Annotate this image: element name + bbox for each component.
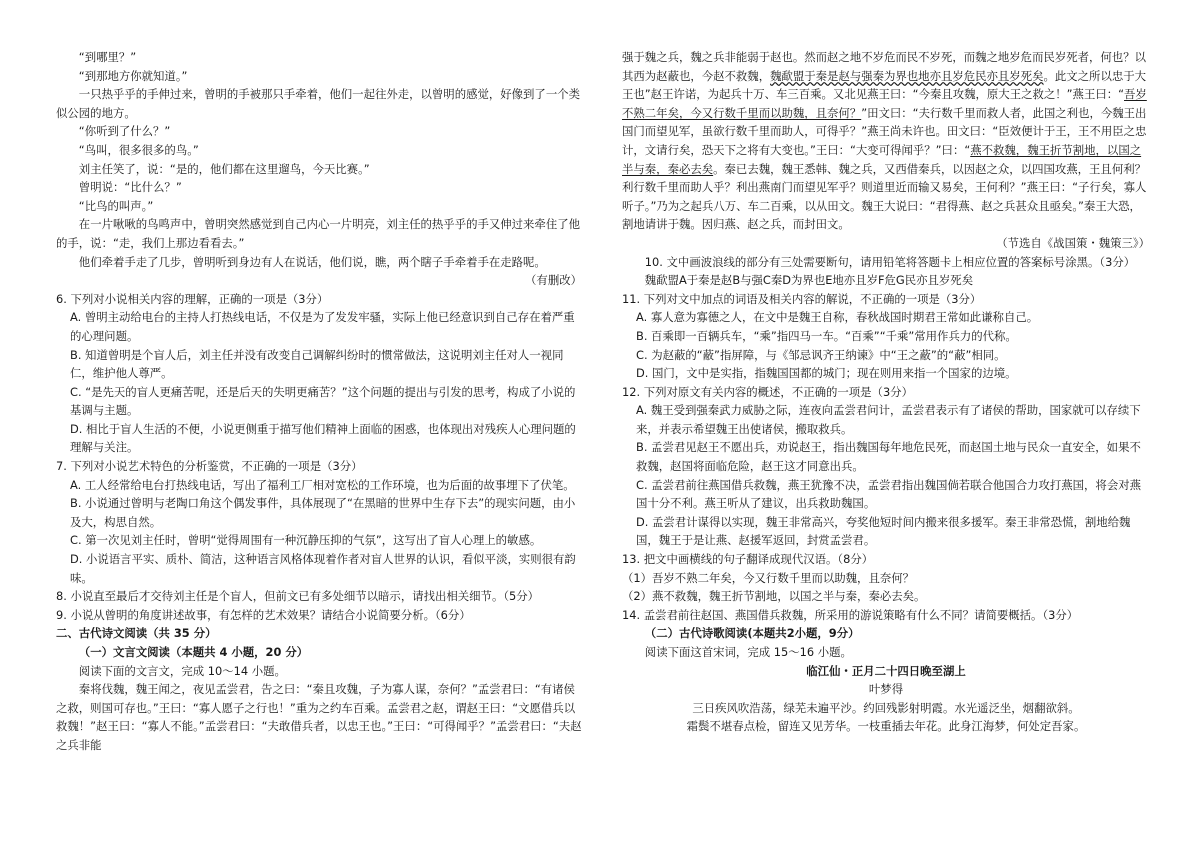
option-d: D. 小说语言平实、质朴、简洁，这种语言风格体现着作者对盲人世界的认识，看似平淡，实则很有韵味。 (70, 552, 576, 585)
question-10-line: 魏歃盟A于秦是赵B与强C秦D为界也E地亦且岁F危G民亦且岁死矣 (644, 273, 974, 288)
classical-text: 秦将伐魏，魏王闻之，夜见孟尝君，告之曰：“秦且攻魏，子为寡人谋，奈何？”孟尝君曰：“有诸侯之救，则国可存也。”王曰：“寡人愿子之行也！”重为之约车百乘。孟尝君之赵，谓赵王曰：“文愿借兵以救魏！”赵王曰：“寡人不能。”孟尝君曰：“夫敢借兵者，以忠王也。”王曰：“可得闻乎？”孟尝君曰：“夫赵之兵非能 (56, 682, 582, 752)
option-a: A. 寡人意为寡德之人，在文中是魏王自称，春秋战国时期君王常如此谦称自己。 (636, 310, 1039, 325)
option-b: B. 百乘即一百辆兵车，“乘”指四马一车。“百乘”“千乘”常用作兵力的代称。 (636, 328, 1017, 343)
story-source: （有删改） (525, 273, 582, 288)
text-run: ”田文曰：“夫行数千里而救人者，此国之利也，今魏王出国门而望见军，虽欲行数千里而助人，可得乎？”燕王尚未许也。田文曰：“臣效便计于王，王不用臣之忠计，文请行矣，恐天下之将有大变也。”王曰：“大变可得闻乎？”曰：“ (622, 105, 1147, 157)
question-13 (622, 550, 1150, 606)
story-paragraph: 刘主任笑了，说：“是的，他们都在这里遛鸟，今天比赛。” (78, 161, 370, 176)
underlined-text: 燕不救魏，魏王折节割地，以国之半与秦，秦必去矣 (622, 142, 1142, 176)
poem-title: 临江仙・正月二十四日晚至湖上 (806, 663, 966, 678)
option-d: D. 孟尝君计谋得以实现，魏王非常高兴，夸奖他短时间内搬来很多援军。秦王非常恐慌，割地给魏国，魏王于是让燕、赵援军返回，封赏孟尝君。 (636, 514, 1131, 548)
question-11 (622, 290, 1150, 383)
right-column (622, 48, 1150, 736)
question-14: 14. 孟尝君前往赵国、燕国借兵救魏，所采用的游说策略有什么不同？请简要概括。（3分） (622, 607, 1079, 622)
question-stem: 13. 把文中画横线的句子翻译成现代汉语。（8分） (622, 552, 874, 567)
question-6 (56, 290, 582, 457)
question-stem: 12. 下列对原文有关内容的概述，不正确的一项是（3分） (622, 384, 913, 399)
question-10: 10. 文中画波浪线的部分有三处需要断句，请用铅笔将答题卡上相应位置的答案标号涂黑。（3分） (644, 254, 1136, 269)
option-a: A. 曾明主动给电台的主持人打热线电话，不仅是为了发发牢骚，实际上他已经意识到自己存在着严重的心理问题。 (70, 310, 575, 343)
question-stem: 11. 下列对文中加点的词语及相关内容的解说，不正确的一项是（3分） (622, 291, 982, 306)
story-paragraph: 他们牵着手走了几步，曾明听到身边有人在说话，他们说，瞧，两个瞎子手牵着手在走路呢。 (78, 254, 546, 269)
question-stem: 6. 下列对小说相关内容的理解，正确的一项是（3分） (56, 291, 329, 306)
option-c: C. 为赵蔽的“蔽”指屏障，与《邹忌讽齐王纳谏》中“王之蔽”的“蔽”相同。 (636, 347, 1006, 362)
option-a: A. 工人经常给电台打热线电话，写出了福利工厂相对宽松的工作环境，也为后面的故事埋下了伏笔。 (70, 477, 575, 492)
instruction: 阅读下面的文言文，完成 10～14 小题。 (78, 663, 286, 678)
story-text (56, 48, 582, 290)
text-run: 。此文之所以忠于大王也”赵王许诺，为起兵十万、车三百乘。又北见燕王曰：“今秦且攻魏，原大王之救之！”燕王曰：“ (622, 68, 1147, 102)
question-8: 8. 小说直至最后才交待刘主任是个盲人，但前文已有多处细节以暗示，请找出相关细节。（5分） (56, 589, 540, 604)
poem-author: 叶梦得 (868, 682, 904, 697)
option-b: B. 小说通过曾明与老陶口角这个偶发事件，具体展现了“在黑暗的世界中生存下去”的现实问题，由小及大，构思自然。 (70, 496, 576, 529)
story-paragraph: “你听到了什么？” (78, 124, 171, 139)
sentence-1: （1）吾岁不熟二年矣，今又行数千里而以助魏，且奈何？ (622, 570, 915, 585)
story-paragraph: 在一片啾啾的鸟鸣声中，曾明突然感觉到自己内心一片明亮，刘主任的热乎乎的手又伸过来牵住了他的手，说：“走，我们上那边看看去。” (56, 217, 580, 250)
option-b: B. 知道曾明是个盲人后，刘主任并没有改变自己调解纠纷时的惯常做法，这说明刘主任对人一视同仁，维护他人尊严。 (70, 347, 564, 381)
story-paragraph: 一只热乎乎的手伸过来，曾明的手被那只手牵着，他们一起往外走，以曾明的感觉，好像到了一个类似公园的地方。 (56, 87, 580, 120)
question-12 (622, 383, 1150, 550)
text-run: 。秦已去魏，魏王悉韩、魏之兵，又西借秦兵，以因赵之众，以四国攻燕，王且何利？利行数千里而助人乎？利出燕南门而望见军乎？则道里近而输又易矣，王何利？”燕王曰：“子行矣，寡人听子。”乃为之起兵八万、车二百乘，以从田文。魏王大说曰：“君得燕、赵之兵甚众且亟矣。”秦王大恐，割地请讲于魏。因归燕、赵之兵，而封田文。 (622, 161, 1147, 232)
wavy-underlined-text: 魏歃盟于秦是赵与强秦为界也地亦且岁危民亦且岁死矣 (770, 68, 1044, 83)
question-7 (56, 457, 582, 587)
poem-line: 霜鬓不堪春点检，留连又见芳华。一枝重插去年花。此身江海梦，何处定吾家。 (686, 719, 1086, 734)
story-paragraph: 曾明说：“比什么？” (78, 180, 182, 195)
story-paragraph: “到那地方你就知道。” (78, 68, 188, 83)
instruction: 阅读下面这首宋词，完成 15～16 小题。 (644, 645, 852, 659)
question-stem: 7. 下列对小说艺术特色的分析鉴赏，不正确的一项是（3分） (56, 459, 363, 474)
story-paragraph: “比鸟的叫声。” (78, 198, 154, 213)
story-paragraph: “到哪里？” (78, 50, 137, 64)
text-run: 强于魏之兵，魏之兵非能弱于赵也。然而赵之地不岁危而民不岁死，而魏之地岁危而民岁死者，何也？以其西为赵蔽也，今赵不救魏， (622, 50, 1146, 83)
option-b: B. 孟尝君见赵王不愿出兵，劝说赵王，指出魏国每年地危民死，而赵国土地与民众一直安全，如果不救魏，赵国将面临危险，赵王这才同意出兵。 (636, 440, 1141, 474)
option-c: C. “是先天的盲人更痛苦呢，还是后天的失明更痛苦？”这个问题的提出与引发的思考，构成了小说的基调与主题。 (70, 384, 576, 418)
option-d: D. 相比于盲人生活的不便，小说更侧重于描写他们精神上面临的困惑，也体现出对残疾人心理问题的理解与关注。 (70, 421, 576, 455)
poem-line: 三日疾风吹浩荡，绿芜未遍平沙。约回残影射明霞。水光遥泛坐，烟翻欲斜。 (692, 700, 1080, 715)
story-paragraph: “鸟叫，很多很多的鸟。” (78, 142, 199, 157)
underlined-text: 吾岁不熟二年矣，今又行数千里而以助魏，且奈何？ (622, 87, 1147, 120)
option-c: C. 第一次见刘主任时，曾明“觉得周围有一种沉静压抑的气氛”，这写出了盲人心理上的敏感。 (70, 533, 542, 548)
classical-source: （节选自《战国策・魏策三》） (996, 235, 1150, 250)
section-heading: 二、古代诗文阅读（共 35 分） (56, 626, 217, 641)
option-d: D. 国门，文中是实指，指魏国国都的城门；现在则用来指一个国家的边境。 (636, 366, 1017, 381)
question-9: 9. 小说从曾明的角度讲述故事，有怎样的艺术效果？请结合小说简要分析。（6分） (56, 607, 471, 622)
subsection-heading: （一）文言文阅读（本题共 4 小题，20 分） (78, 645, 309, 659)
classical-text-continued (622, 48, 1150, 234)
option-a: A. 魏王受到强秦武力威胁之际，连夜向孟尝君问计，孟尝君表示有了诸侯的帮助，国家就可以存续下来，并表示希望魏王出使诸侯，搬取救兵。 (636, 403, 1141, 436)
left-column (56, 48, 582, 755)
subsection-heading: （二）古代诗歌阅读(本题共2小题，9分） (644, 626, 860, 641)
option-c: C. 孟尝君前往燕国借兵救魏，燕王犹豫不决，孟尝君指出魏国倘若联合他国合力攻打燕国，将会对燕国十分不利。燕王听从了建议，出兵救助魏国。 (636, 477, 1141, 511)
sentence-2: （2）燕不救魏，魏王折节割地，以国之半与秦，秦必去矣。 (622, 589, 926, 604)
